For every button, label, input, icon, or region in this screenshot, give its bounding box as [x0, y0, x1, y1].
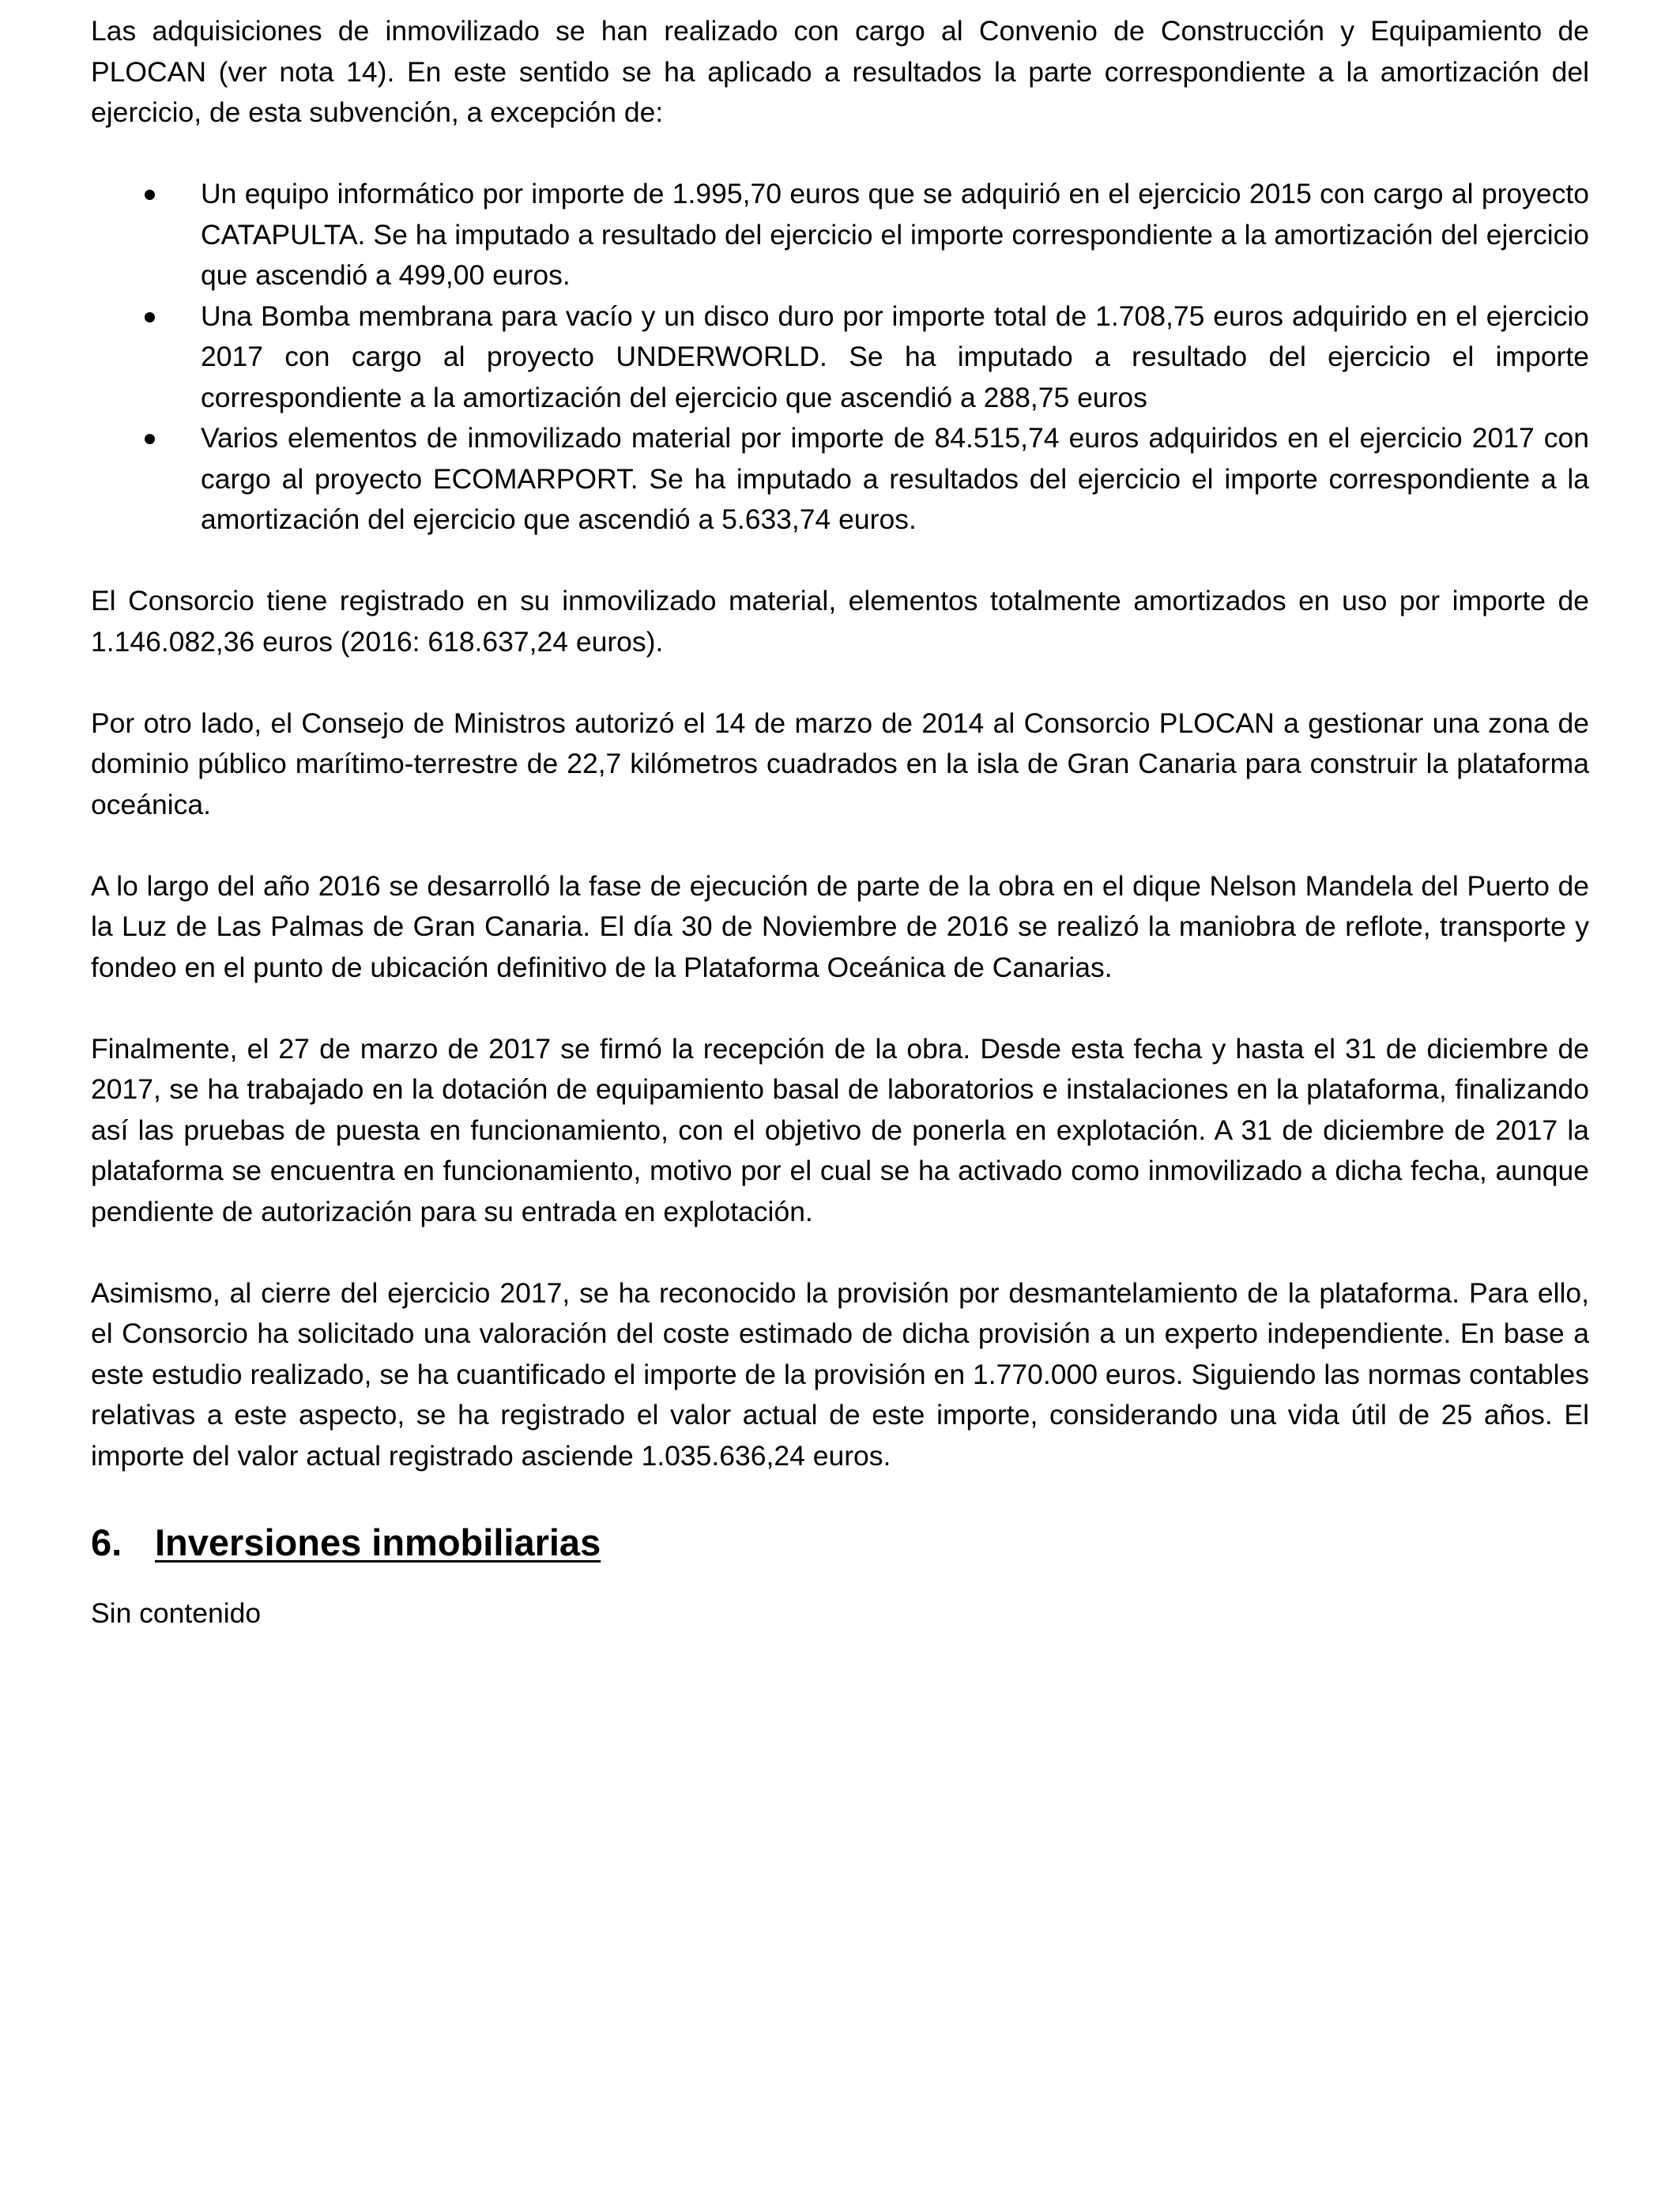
- bullet-icon: [145, 190, 155, 200]
- list-item: [91, 296, 1589, 419]
- section-heading: [91, 1517, 1589, 1568]
- document-page: [91, 11, 1589, 1675]
- list-item: [91, 174, 1589, 296]
- list-item-text: Un equipo informático por importe de 1.995,70 euros que se adquirió en el ejercicio 2015 con cargo al proyecto CATAPULTA. Se ha imputado a resultado del ejercicio el importe correspondiente a la amortización del ejercicio que ascendió a 499,00 euros.: [201, 178, 1589, 291]
- section-title: Inversiones inmobiliarias: [155, 1521, 601, 1563]
- section-number: 6.: [91, 1521, 122, 1563]
- intro-paragraph: Las adquisiciones de inmovilizado se han realizado con cargo al Convenio de Construcción y Equipamiento de PLOCAN (ver nota 14). En este sentido se ha aplicado a resultados la parte correspondiente a la amortización del ejercicio, de esta subvención, a excepción de:: [91, 15, 1589, 128]
- concession-paragraph: Por otro lado, el Consejo de Ministros autorizó el 14 de marzo de 2014 al Consorcio PLOCAN a gestionar una zona de dominio público marítimo-terrestre de 22,7 kilómetros cuadrados en la isla de Gran Canaria para construir la plataforma oceánica.: [91, 707, 1589, 820]
- list-item: [91, 418, 1589, 541]
- list-item-text: Varios elementos de inmovilizado material por importe de 84.515,74 euros adquiridos en el ejercicio 2017 con cargo al proyecto ECOMARPORT. Se ha imputado a resultados del ejercicio el importe correspondiente a la amortización del ejercicio que ascendió a 5.633,74 euros.: [201, 422, 1589, 535]
- list-item-text: Una Bomba membrana para vacío y un disco duro por importe total de 1.708,75 euros adquirido en el ejercicio 2017 con cargo al proyecto UNDERWORLD. Se ha imputado a resultado del ejercicio el importe correspondiente a la amortización del ejercicio que ascendió a 288,75 euros: [201, 300, 1589, 413]
- construction-paragraph: A lo largo del año 2016 se desarrolló la fase de ejecución de parte de la obra en el dique Nelson Mandela del Puerto de la Luz de Las Palmas de Gran Canaria. El día 30 de Noviembre de 2016 se realizó la maniobra de reflote, transporte y fondeo en el punto de ubicación definitivo de la Plataforma Oceánica de Canarias.: [91, 869, 1589, 983]
- provision-paragraph: Asimismo, al cierre del ejercicio 2017, se ha reconocido la provisión por desmantelamiento de la plataforma. Para ello, el Consorcio ha solicitado una valoración del coste estimado de dicha provisión a un experto independiente. En base a este estudio realizado, se ha cuantificado el importe de la provisión en 1.770.000 euros. Siguiendo las normas contables relativas a este aspecto, se ha registrado el valor actual de este importe, considerando una vida útil de 25 años. El importe del valor actual registrado asciende 1.035.636,24 euros.: [91, 1276, 1589, 1472]
- reception-paragraph: Finalmente, el 27 de marzo de 2017 se firmó la recepción de la obra. Desde esta fecha y hasta el 31 de diciembre de 2017, se ha trabajado en la dotación de equipamiento basal de laboratorios e instalaciones en la plataforma, finalizando así las pruebas de puesta en funcionamiento, con el objetivo de ponerla en explotación. A 31 de diciembre de 2017 la plataforma se encuentra en funcionamiento, motivo por el cual se ha activado como inmovilizado a dicha fecha, aunque pendiente de autorización para su entrada en explotación.: [91, 1032, 1589, 1227]
- exceptions-list: [91, 174, 1589, 541]
- bullet-icon: [145, 434, 155, 444]
- section-content: Sin contenido: [91, 1596, 262, 1629]
- amortized-elements-paragraph: El Consorcio tiene registrado en su inmovilizado material, elementos totalmente amortizados en uso por importe de 1.146.082,36 euros (2016: 618.637,24 euros).: [91, 585, 1589, 658]
- bullet-icon: [145, 312, 155, 322]
